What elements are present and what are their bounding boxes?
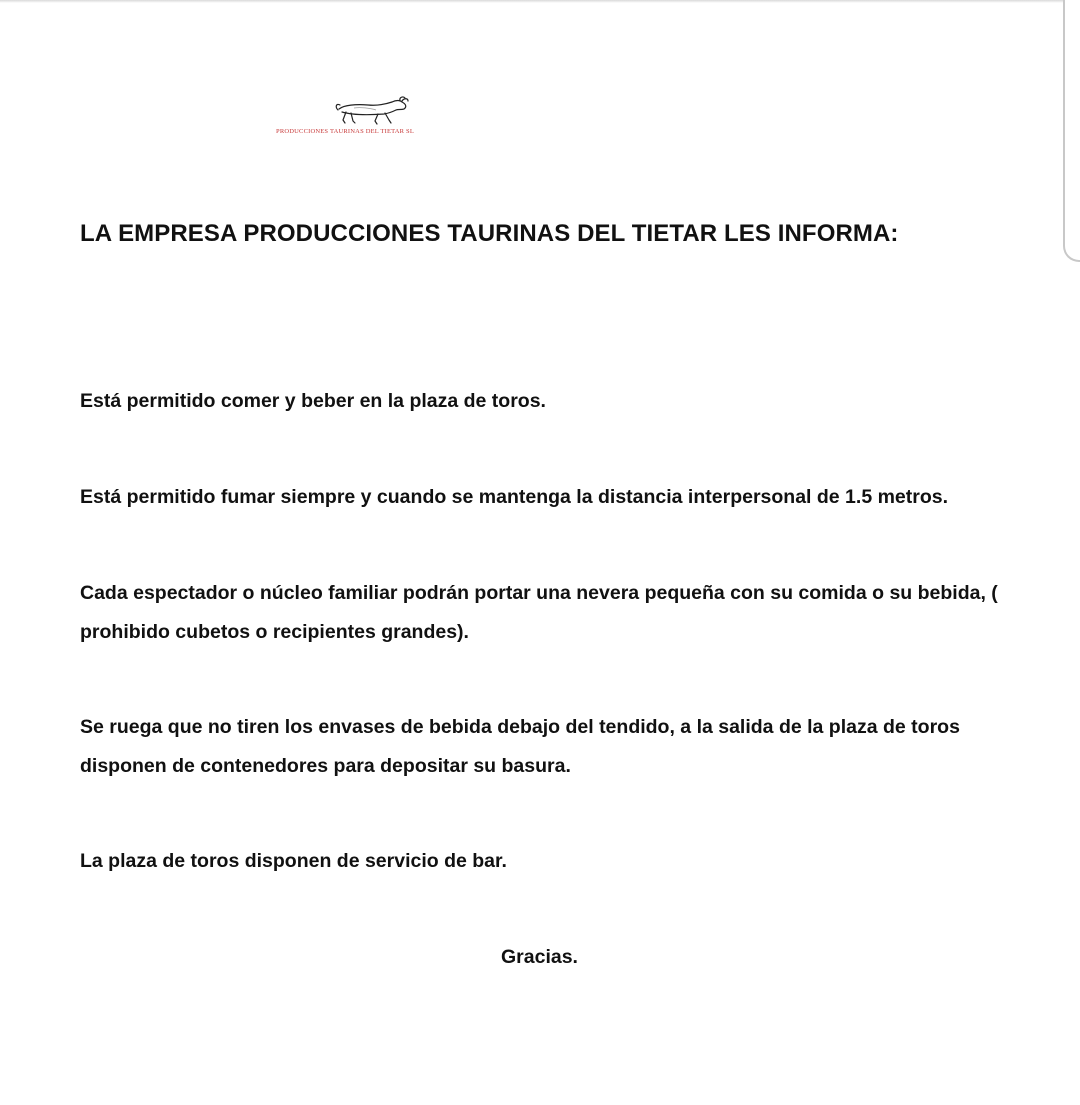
notice-paragraph: La plaza de toros disponen de servicio de bar. [80, 850, 507, 872]
page-top-edge [0, 0, 1080, 3]
bull-icon [334, 96, 414, 128]
notice-paragraph: Está permitido comer y beber en la plaza de toros. [80, 390, 546, 412]
notice-paragraph: Cada espectador o núcleo familiar podrán portar una nevera pequeña con su comida o su bebida, ( prohibido cubetos o recipientes grandes). [80, 582, 998, 643]
company-logo [276, 96, 488, 140]
page-title: LA EMPRESA PRODUCCIONES TAURINAS DEL TIETAR LES INFORMA: [80, 220, 899, 247]
notice-paragraph: Está permitido fumar siempre y cuando se mantenga la distancia interpersonal de 1.5 metros. [80, 486, 949, 508]
closing-text: Gracias. [501, 946, 578, 968]
page-curl-edge [1063, 0, 1080, 262]
logo-company-name: PRODUCCIONES TAURINAS DEL TIETAR SL [276, 128, 415, 135]
notice-paragraph: Se ruega que no tiren los envases de bebida debajo del tendido, a la salida de la plaza de toros disponen de contenedores para depositar su basura. [80, 716, 960, 777]
